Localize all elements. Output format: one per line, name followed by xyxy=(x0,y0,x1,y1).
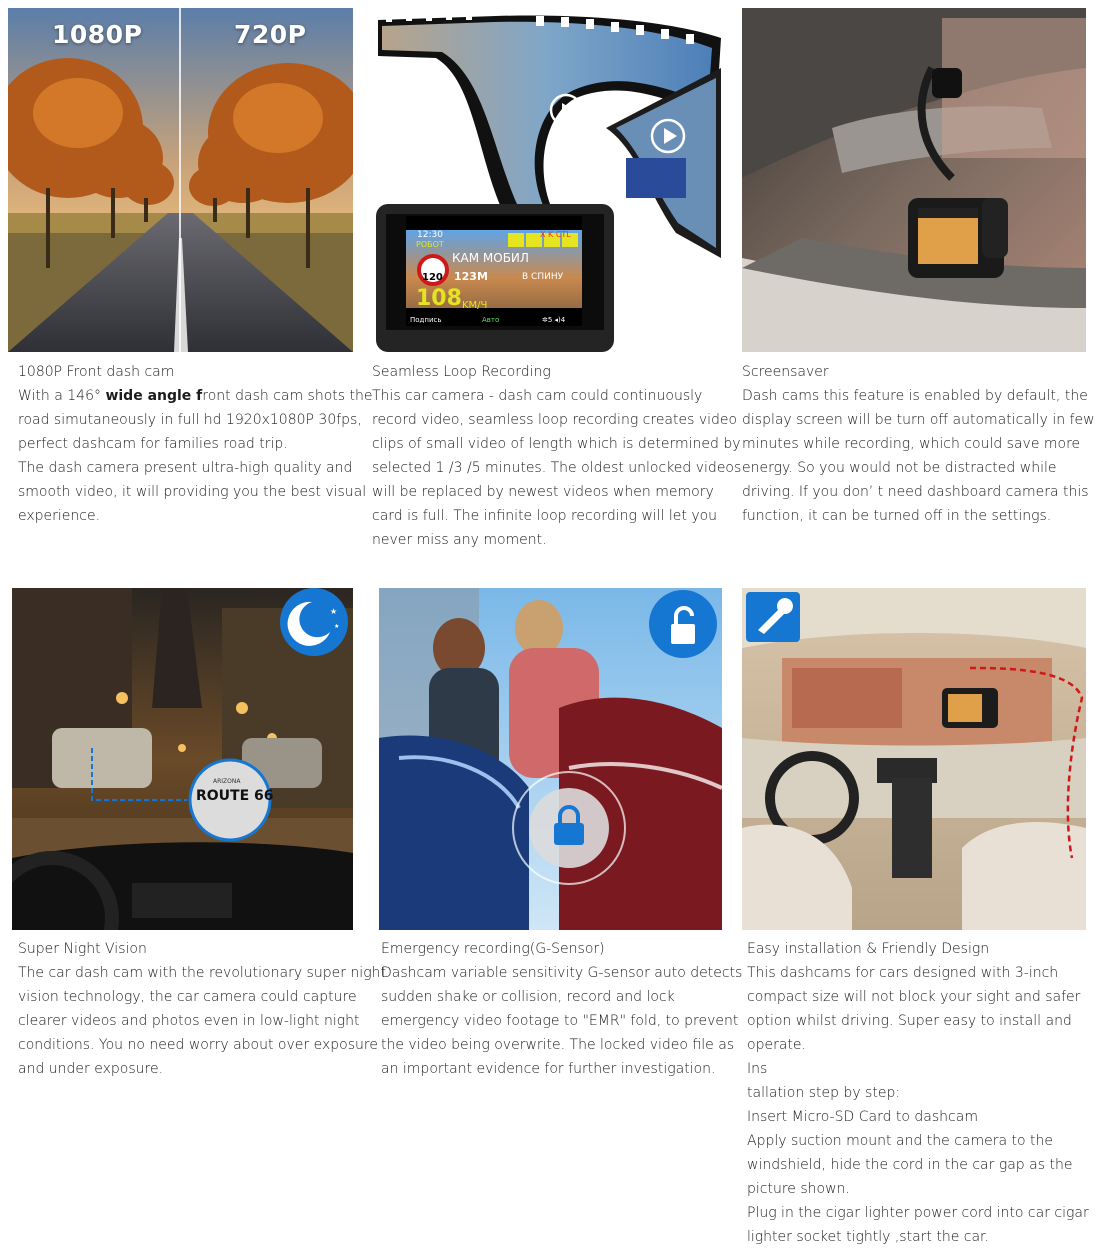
camera-speed: 108 xyxy=(416,286,462,311)
camera-speed-limit: 120 xyxy=(422,272,443,283)
feature-line: Dashcam variable sensitivity G-sensor auto detects xyxy=(381,965,743,981)
feature-line: lighter socket tightly ,start the car. xyxy=(747,1229,989,1245)
feature-line: experience. xyxy=(18,508,101,524)
feature-caption-night-vision xyxy=(18,937,386,1081)
feature-line: smooth video, it will providing you the best visual xyxy=(18,484,367,500)
feature-title: Screensaver xyxy=(742,364,829,380)
svg-text:★: ★ xyxy=(330,607,338,616)
installation-image xyxy=(742,588,1086,930)
feature-line: and under exposure. xyxy=(18,1061,164,1077)
feature-line: The car dash cam with the revolutionary super night xyxy=(18,965,386,981)
feature-line: driving. If you don’ t need dashboard camera this xyxy=(742,484,1089,500)
feature-caption-loop xyxy=(372,360,742,552)
feature-caption-screensaver xyxy=(742,360,1095,528)
camera-footer-mid: Авто xyxy=(482,316,500,324)
wrench-icon xyxy=(746,592,800,642)
night-vision-image xyxy=(12,588,353,930)
feature-line: picture shown. xyxy=(747,1181,850,1197)
feature-title: 1080P Front dash cam xyxy=(18,364,175,380)
feature-title: Emergency recording(G-Sensor) xyxy=(381,941,605,957)
feature-line: emergency video footage to "EMR" fold, to prevent xyxy=(381,1013,739,1029)
plate-state: ARIZONA xyxy=(213,778,241,785)
camera-time: 12:30 xyxy=(417,230,443,240)
lock-icon xyxy=(529,788,609,868)
feature-line: minutes while recording, which could save more xyxy=(742,436,1081,452)
camera-distance: 123M xyxy=(454,270,488,283)
resolution-label-1080p: 1080P xyxy=(52,20,143,49)
feature-line: record video, seamless loop recording creates video xyxy=(372,412,738,428)
feature-line: conditions. You no need worry about over exposure xyxy=(18,1037,378,1053)
feature-title: Seamless Loop Recording xyxy=(372,364,551,380)
feature-line: operate. xyxy=(747,1037,806,1053)
feature-line: This car camera - dash cam could continuously xyxy=(372,388,703,404)
feature-line: sudden shake or collision, record and lock xyxy=(381,989,675,1005)
feature-line: Apply suction mount and the camera to the xyxy=(747,1133,1054,1149)
camera-bands: X K CTL xyxy=(540,230,571,239)
feature-line: an important evidence for further investigation. xyxy=(381,1061,716,1077)
feature-line: tallation step by step: xyxy=(747,1085,901,1101)
feature-line: Ins xyxy=(747,1061,768,1077)
g-sensor-image xyxy=(379,588,722,930)
feature-line: option whilst driving. Super easy to install and xyxy=(747,1013,1072,1029)
feature-line: function, it can be turned off in the settings. xyxy=(742,508,1052,524)
camera-speed-unit: KM/Ч xyxy=(462,300,488,311)
feature-title: Easy installation & Friendly Design xyxy=(747,941,990,957)
svg-text:★: ★ xyxy=(334,623,340,630)
resolution-label-720p: 720P xyxy=(234,20,307,49)
road-comparison-image xyxy=(8,8,353,352)
feature-line: never miss any moment. xyxy=(372,532,547,548)
camera-robot: РОБОТ xyxy=(416,240,444,249)
feature-line: Insert Micro-SD Card to dashcam xyxy=(747,1109,978,1125)
feature-line: perfect dashcam for families road trip. xyxy=(18,436,288,452)
feature-line: compact size will not block your sight and safer xyxy=(747,989,1081,1005)
feature-caption-g-sensor xyxy=(381,937,743,1081)
feature-line: card is full. The infinite loop recording will let you xyxy=(372,508,718,524)
feature-title: Super Night Vision xyxy=(18,941,147,957)
feature-line: clips of small video of length which is determined by xyxy=(372,436,741,452)
loop-recording-image xyxy=(376,8,722,352)
feature-line: This dashcams for cars designed with 3-inch xyxy=(747,965,1059,981)
feature-line: energy. So you would not be distracted while xyxy=(742,460,1057,476)
camera-cam-type: КАМ МОБИЛ xyxy=(452,251,529,265)
feature-line: Plug in the cigar lighter power cord into car cigar xyxy=(747,1205,1089,1221)
feature-caption-installation xyxy=(747,937,1092,1249)
feature-line: display screen will be turn off automatically in few xyxy=(742,412,1095,428)
feature-line: Dash cams this feature is enabled by default, the xyxy=(742,388,1088,404)
feature-line: windshield, hide the cord in the car gap as the xyxy=(747,1157,1073,1173)
feature-line: clearer videos and photos even in low-light night xyxy=(18,1013,360,1029)
camera-footer-right: ✲5 ◂)4 xyxy=(542,316,566,324)
feature-line: With a 146° wide angle front dash cam shots the xyxy=(18,388,373,404)
moon-icon xyxy=(280,588,348,656)
feature-line: The dash camera present ultra-high quality and xyxy=(18,460,353,476)
unlock-icon xyxy=(649,590,717,658)
feature-caption-1080p xyxy=(18,360,373,528)
camera-footer-left: Подпись xyxy=(410,316,442,324)
feature-line: vision technology, the car camera could capture xyxy=(18,989,357,1005)
screensaver-image xyxy=(742,8,1086,352)
plate-text: ROUTE 66 xyxy=(196,788,274,804)
feature-line: will be replaced by newest videos when memory xyxy=(372,484,714,500)
camera-direction: В СПИНУ xyxy=(522,272,564,282)
feature-line: road simutaneously in full hd 1920x1080P 30fps, xyxy=(18,412,362,428)
feature-line: selected 1 /3 /5 minutes. The oldest unlocked videos xyxy=(372,460,742,476)
feature-line: the video being overwrite. The locked video file as xyxy=(381,1037,735,1053)
